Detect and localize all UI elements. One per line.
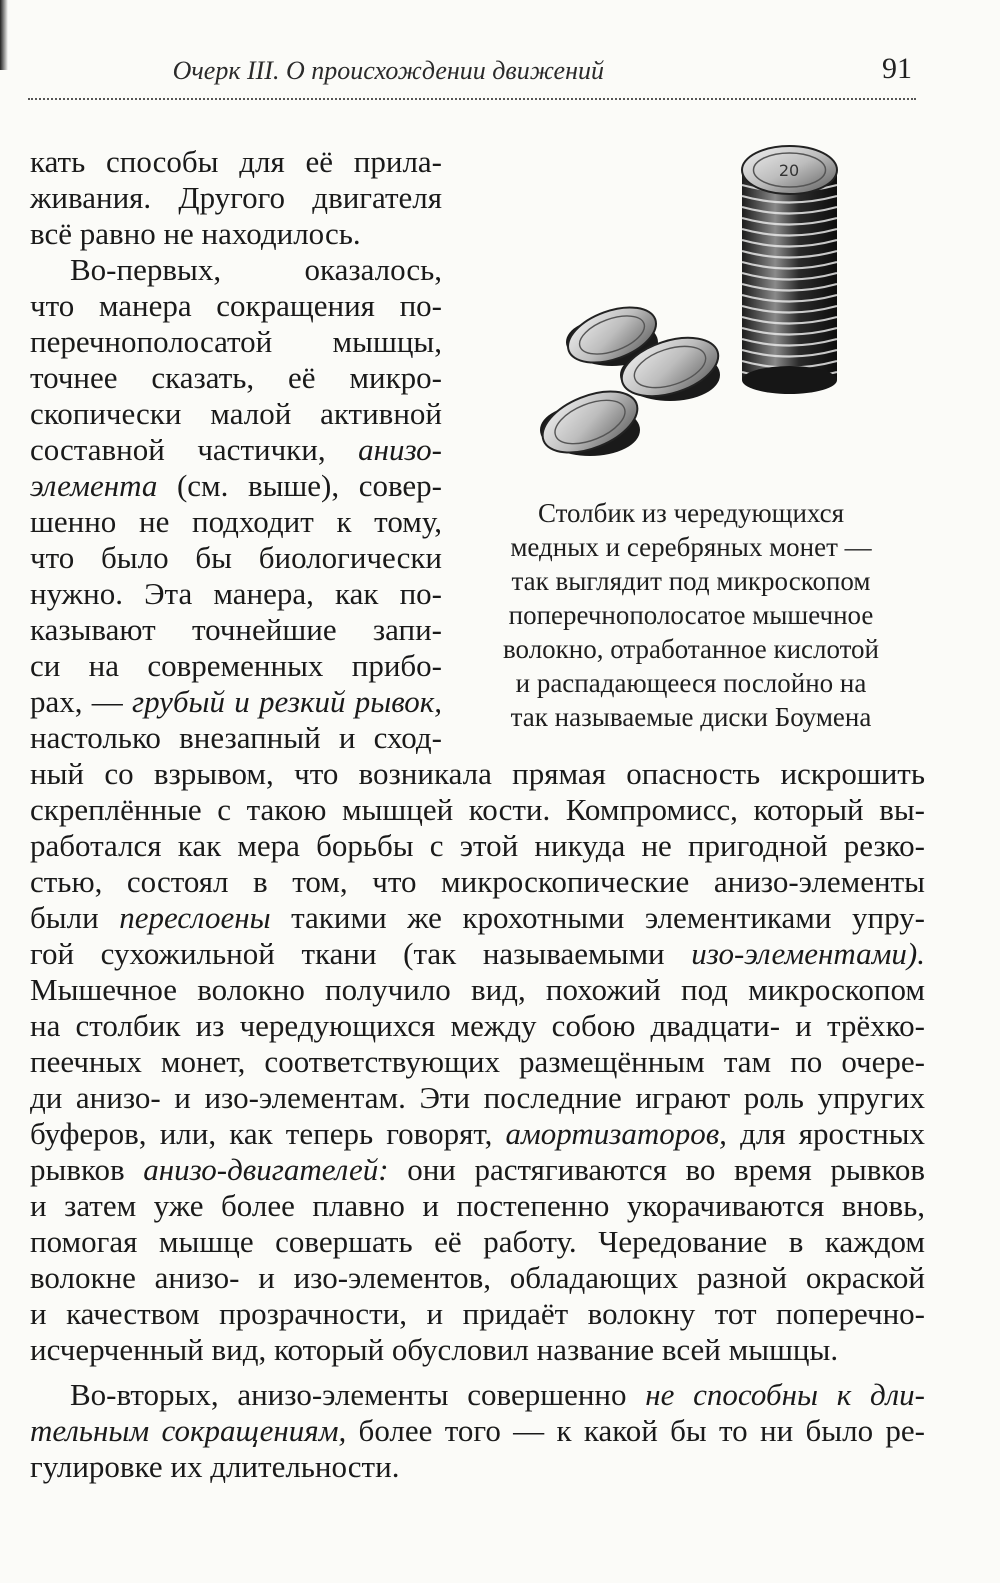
text-line: си на современных прибо- [30,648,442,683]
caption-line: Столбик из чередующихся [537,498,845,528]
text-line: настолько внезапный и сход- [30,720,442,755]
text-line: что манера сокращения по- [30,288,442,323]
text-run: рывков [30,1152,144,1187]
text-line: что было бы биологически [30,540,442,575]
emphasis: амортизаторов, [505,1116,727,1151]
text-line: стью, состоял в том, что микроскопические анизо-элементы [30,864,925,899]
text-line: волокне анизо- и изо-элементов, обладающих разной окраской [30,1260,925,1295]
page-header [28,52,916,100]
emphasis: грубый и резкий рывок, [132,684,442,719]
coins-illustration [530,130,910,485]
text-line: казывают точнейшие запи- [30,612,442,647]
text-run: Во-вторых, анизо-элементы совершенно [70,1377,646,1412]
text-line: точнее сказать, её микро- [30,360,442,395]
text-line: исчерченный вид, который обусловил название всей мышцы. [30,1332,839,1367]
text-line: живания. Другого двигателя [30,180,442,215]
text-line: гулировке их длительности. [30,1449,400,1484]
svg-text:20: 20 [778,161,800,180]
text-run: были [30,900,120,935]
text-line: скреплённые с такою мышцей кости. Компромисс, который вы- [30,792,925,827]
text-run: рах, — [30,684,132,719]
text-line: пеечных монет, соответствующих размещённым там по очере- [30,1044,925,1079]
text-line [30,683,442,721]
text-line [30,431,442,469]
text-run: более того — к какой бы то ни было ре- [346,1413,925,1448]
caption-line: медных и серебряных монет — [510,532,872,562]
caption-line: так называемые диски Боумена [510,702,872,732]
text-line [30,899,925,937]
caption-line: и распадающееся послойно на [515,668,867,698]
text-line [30,1115,925,1153]
text-line: шенно не подходит к тому, [30,504,442,539]
text-run: буферов, или, как теперь говорят, [30,1116,506,1151]
emphasis: анизо- [358,432,442,467]
text-line: нужно. Эта манера, как по- [30,576,442,611]
figure-caption [452,496,930,734]
emphasis: переслоены [119,900,271,935]
caption-line: поперечнополосатое мышечное [508,600,874,630]
text-line [30,1151,925,1189]
text-line [30,1412,925,1450]
caption-line: так выглядит под микроскопом [511,566,871,596]
text-line: ный со взрывом, что возникала прямая опасность искрошить [30,756,925,791]
text-line [30,935,925,973]
text-run: для яростных [726,1116,925,1151]
emphasis: элемента [30,468,158,503]
emphasis: тельным сокращениям, [30,1413,347,1448]
text-line: скопически малой активной [30,396,442,431]
text-line: всё равно не находилось. [30,216,361,251]
caption-line: волокно, отработанное кислотой [502,634,880,664]
text-line: работался как мера борьбы с этой никуда не пригодной резко- [30,828,925,863]
page-edge-shadow [0,0,8,70]
text-line: ди анизо- и изо-элементам. Эти последние играют роль упругих [30,1080,925,1115]
running-title: Очерк III. О происхождении движений [172,56,604,85]
text-run: (см. выше), совер- [157,468,442,503]
emphasis: анизо-двигателей: [143,1152,389,1187]
page-number: 91 [882,52,912,85]
text-line: помогая мышце совершать её работу. Чередование в каждом [30,1224,925,1259]
emphasis: не способны к дли- [645,1377,925,1412]
coin-stack [742,146,837,394]
text-run: гой сухожильной ткани (так называемыми [30,936,692,971]
text-line: Мышечное волокно получило вид, похожий под микроскопом [30,972,925,1007]
text-line: и затем уже более плавно и постепенно укорачиваются вновь, [30,1188,925,1223]
text-run: они растягиваются во время рывков [388,1152,925,1187]
text-line: перечнополосатой мышцы, [30,324,442,359]
text-run: такими же крохотными элементиками упру- [270,900,925,935]
text-run: составной частички, [30,432,359,467]
text-line: и качеством прозрачности, и придаёт волокну тот поперечно- [30,1296,925,1331]
text-line: на столбик из чередующихся между собою двадцати- и трёхко- [30,1008,925,1043]
text-line [30,1376,925,1414]
text-line [30,467,442,505]
text-line: Во-первых, оказалось, [70,252,442,287]
text-line: кать способы для её прила- [30,144,442,179]
emphasis: изо-элементами). [691,936,925,971]
